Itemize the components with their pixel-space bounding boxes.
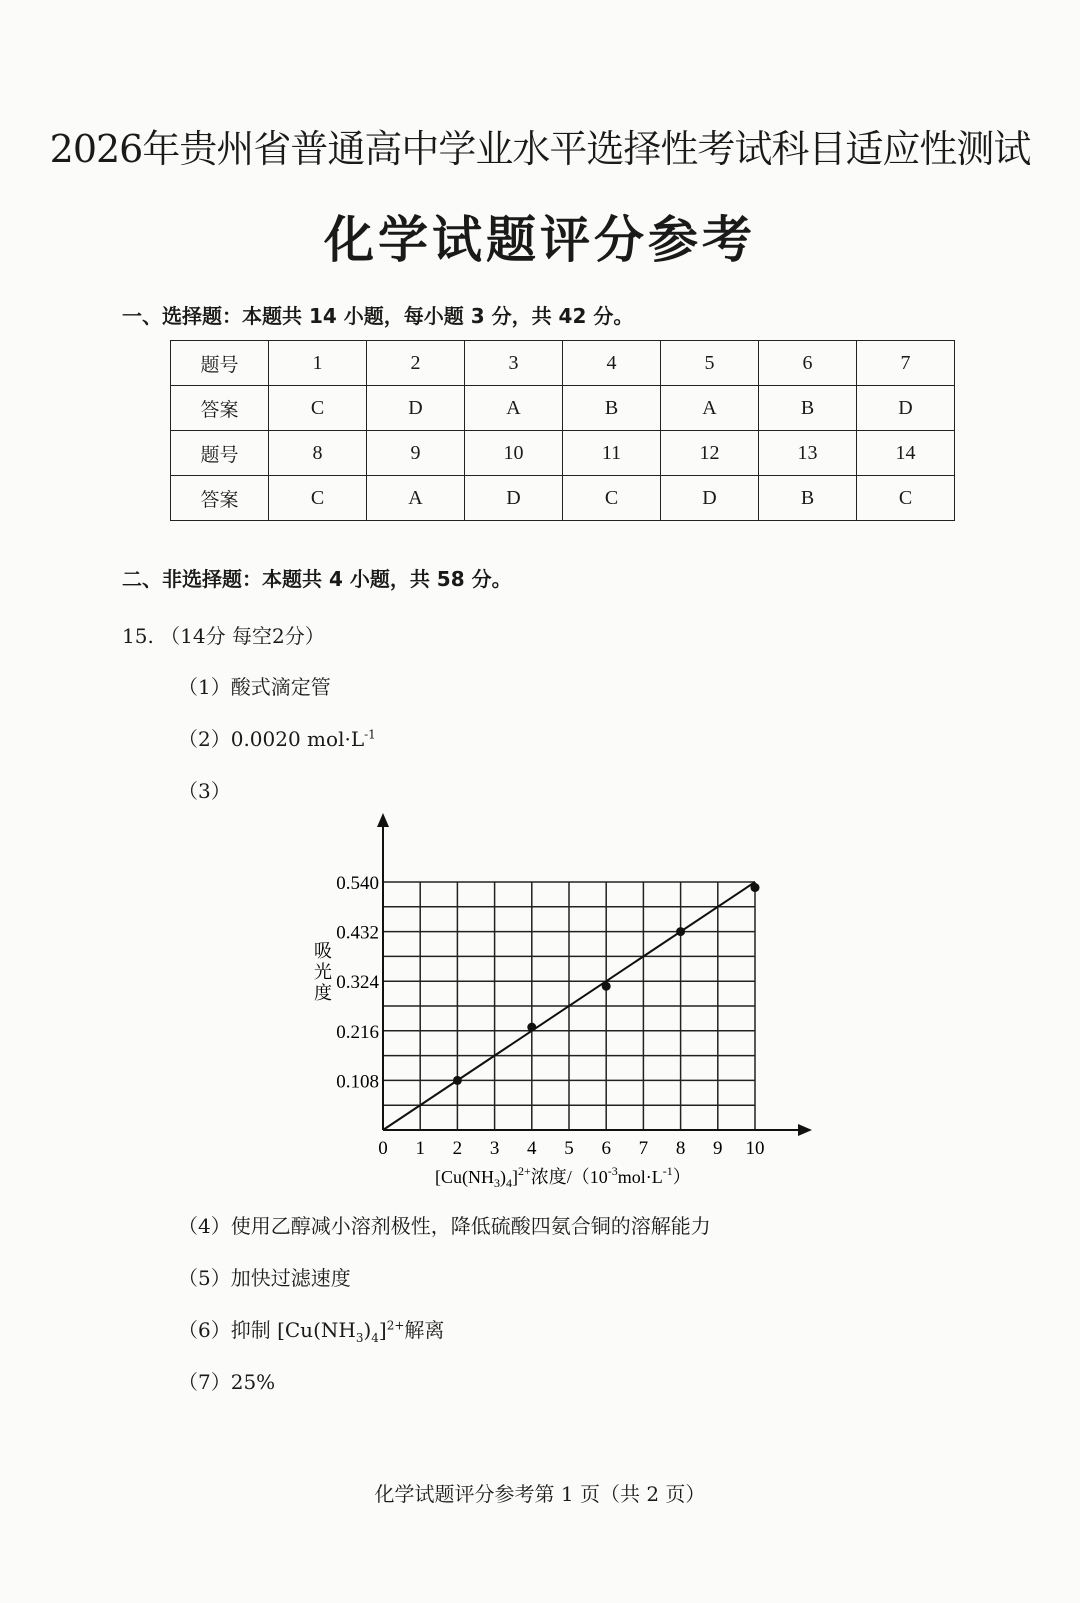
absorbance-chart: [290, 805, 830, 1205]
table-cell: 3: [465, 341, 563, 386]
chart-ticks: [336, 873, 764, 1159]
answer-item-6: （6）抑制 $[Cu(NH_3)_4]^{2+}$解离: [178, 1318, 445, 1345]
table-cell: C: [269, 476, 367, 521]
table-cell: 8: [269, 431, 367, 476]
answer-item-5: （5）加快过滤速度: [178, 1266, 351, 1290]
table-cell: 2: [367, 341, 465, 386]
x-tick-label: 6: [601, 1138, 611, 1159]
table-cell: A: [465, 386, 563, 431]
table-cell: D: [661, 476, 759, 521]
x-tick-label: 9: [713, 1138, 723, 1159]
data-point: [453, 1076, 462, 1085]
table-cell: B: [759, 476, 857, 521]
y-axis-arrow: [377, 813, 389, 827]
page-footer: 化学试题评分参考第 1 页（共 2 页）: [374, 1482, 706, 1506]
data-point: [527, 1023, 536, 1032]
table-cell: 10: [465, 431, 563, 476]
question-15-header: 15. （14分 每空2分）: [122, 624, 325, 648]
table-cell: 4: [563, 341, 661, 386]
answer-item-1: （1）酸式滴定管: [178, 675, 331, 699]
y-tick-label: 0.108: [336, 1071, 379, 1093]
table-row-header: 题号: [171, 341, 269, 386]
table-cell: B: [759, 386, 857, 431]
chart-axes: [377, 813, 812, 1136]
data-point: [602, 982, 611, 991]
table-row: [171, 476, 955, 521]
table-cell: 1: [269, 341, 367, 386]
table-cell: A: [661, 386, 759, 431]
table-cell: B: [563, 386, 661, 431]
chart-x-label: $[Cu(NH_3)_4]^{2+}$浓度$/(10^{-3}mol\cdot L^{-1})$: [435, 1164, 691, 1190]
answer-item-7: （7）25%: [178, 1370, 276, 1394]
answer-item-4: （4）使用乙醇减小溶剂极性，降低硫酸四氨合铜的溶解能力: [178, 1214, 711, 1238]
table-row-header: 答案: [171, 476, 269, 521]
table-cell: C: [269, 386, 367, 431]
x-tick-label: 1: [415, 1138, 425, 1159]
table-row-header: 题号: [171, 431, 269, 476]
table-cell: 14: [857, 431, 955, 476]
table-cell: D: [367, 386, 465, 431]
table-cell: 6: [759, 341, 857, 386]
table-cell: C: [857, 476, 955, 521]
x-tick-label: 5: [564, 1138, 574, 1159]
y-tick-label: 0.324: [336, 972, 379, 994]
answer-item-2: （2）0.0020 $mol\cdot L^{-1}$: [178, 727, 376, 751]
table-cell: A: [367, 476, 465, 521]
table-cell: D: [857, 386, 955, 431]
y-tick-label: 0.540: [336, 873, 379, 894]
table-cell: 7: [857, 341, 955, 386]
data-point: [751, 883, 760, 892]
data-point: [676, 927, 685, 936]
table-cell: 12: [661, 431, 759, 476]
document-subtitle: 化学试题评分参考: [324, 211, 756, 269]
document-title: 2026年贵州省普通高中学业水平选择性考试科目适应性测试: [49, 127, 1031, 171]
table-row: [171, 431, 955, 476]
section-nonchoice-heading: 二、非选择题：本题共 4 小题，共 58 分。: [122, 567, 512, 591]
x-tick-label: 10: [745, 1138, 765, 1159]
x-tick-label: 0: [378, 1138, 388, 1159]
table-cell: 9: [367, 431, 465, 476]
table-cell: 5: [661, 341, 759, 386]
table-cell: D: [465, 476, 563, 521]
answer-item-3: （3）: [178, 779, 231, 803]
x-tick-label: 2: [452, 1138, 463, 1159]
y-tick-label: 0.432: [336, 922, 379, 944]
table-cell: C: [563, 476, 661, 521]
x-tick-label: 8: [675, 1138, 686, 1159]
answer-table: [170, 340, 955, 521]
table-row: [171, 386, 955, 431]
table-cell: 11: [563, 431, 661, 476]
x-tick-label: 7: [638, 1138, 649, 1159]
x-tick-label: 4: [527, 1138, 537, 1159]
table-row: [171, 341, 955, 386]
y-tick-label: 0.216: [336, 1021, 379, 1043]
chart-y-label: 吸光度: [314, 941, 332, 1003]
x-tick-label: 3: [489, 1138, 500, 1159]
section-choice-heading: 一、选择题：本题共 14 小题，每小题 3 分，共 42 分。: [122, 304, 634, 328]
table-row-header: 答案: [171, 386, 269, 431]
table-cell: 13: [759, 431, 857, 476]
x-axis-arrow: [798, 1124, 812, 1136]
